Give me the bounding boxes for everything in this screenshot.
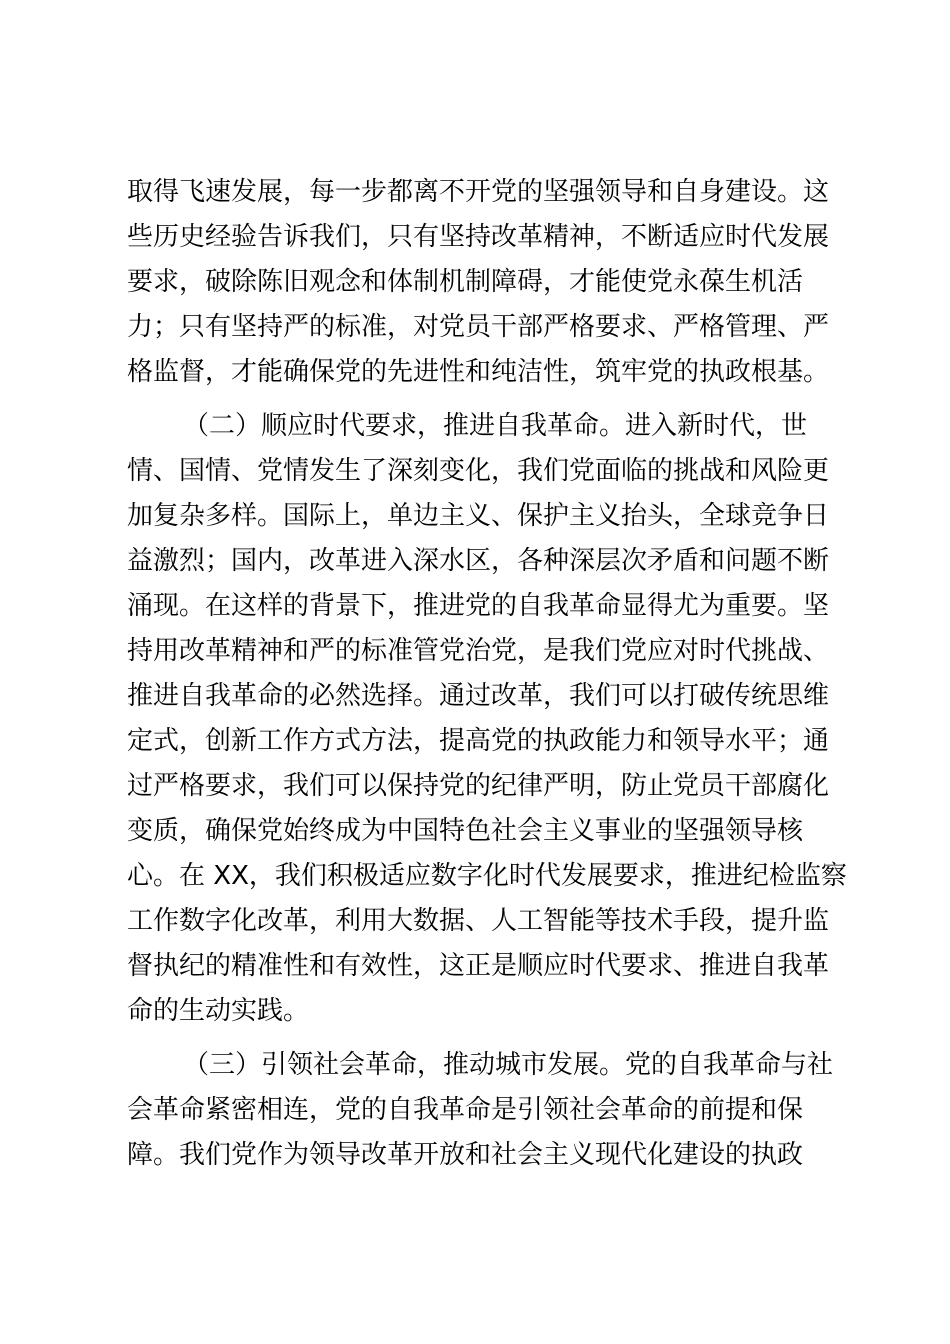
text-line: 工作数字化改革，利用大数据、人工智能等技术手段，提升监 — [127, 906, 830, 936]
body-text — [127, 170, 847, 1178]
text-line: 会革命紧密相连，党的自我革命是引领社会革命的前提和保 — [127, 1095, 804, 1125]
text-line: 定式，创新工作方式方法，提高党的执政能力和领导水平；通 — [127, 726, 830, 756]
text-line: 过严格要求，我们可以保持党的纪律严明，防止党员干部腐化 — [127, 771, 830, 801]
text-line: 些历史经验告诉我们，只有坚持改革精神，不断适应时代发展 — [127, 222, 830, 252]
text-line: 障。我们党作为领导改革开放和社会主义现代化建设的执政 — [127, 1140, 804, 1170]
section-heading-line: （二）顺应时代要求，推进自我革命。进入新时代，世 — [183, 411, 808, 441]
text-line: 推进自我革命的必然选择。通过改革，我们可以打破传统思维 — [127, 681, 830, 711]
text-line: 加复杂多样。国际上，单边主义、保护主义抬头，全球竞争日 — [127, 501, 830, 531]
text-line: 持用改革精神和严的标准管党治党，是我们党应对时代挑战、 — [127, 636, 830, 666]
text-line: 心。在 XX，我们积极适应数字化时代发展要求，推进纪检监察 — [127, 861, 847, 891]
text-line: 情、国情、党情发生了深刻变化，我们党面临的挑战和风险更 — [127, 456, 830, 486]
section-heading-line: （三）引领社会革命，推动城市发展。党的自我革命与社 — [183, 1050, 834, 1080]
text-line: 要求，破除陈旧观念和体制机制障碍，才能使党永葆生机活 — [127, 267, 804, 297]
text-line: 格监督，才能确保党的先进性和纯洁性，筑牢党的执政根基。 — [127, 357, 830, 387]
text-line: 命的生动实践。 — [127, 996, 310, 1026]
text-line: 力；只有坚持严的标准，对党员干部严格要求、严格管理、严 — [127, 312, 830, 342]
text-line: 涌现。在这样的背景下，推进党的自我革命显得尤为重要。坚 — [127, 591, 830, 621]
text-line: 变质，确保党始终成为中国特色社会主义事业的坚强领导核 — [127, 816, 804, 846]
text-line: 益激烈；国内，改革进入深水区，各种深层次矛盾和问题不断 — [127, 546, 830, 576]
text-line: 督执纪的精准性和有效性，这正是顺应时代要求、推进自我革 — [127, 951, 830, 981]
text-line: 取得飞速发展，每一步都离不开党的坚强领导和自身建设。这 — [127, 177, 830, 207]
